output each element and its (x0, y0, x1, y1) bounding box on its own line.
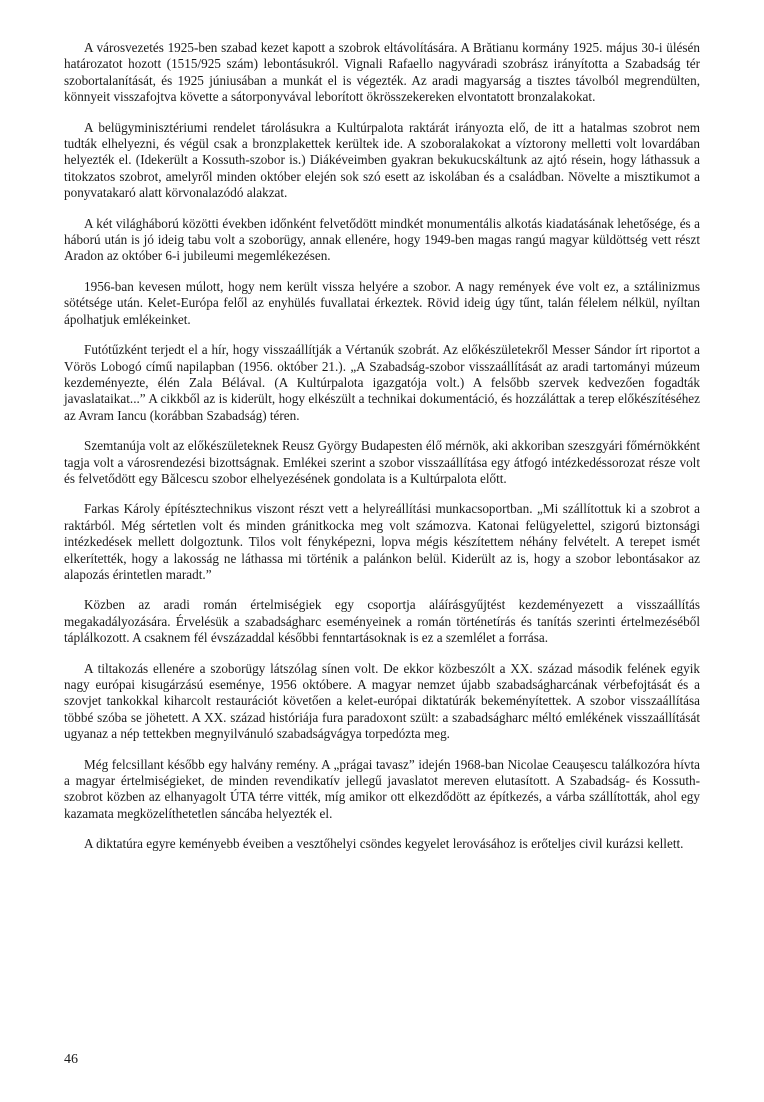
paragraph-3: A két világháború közötti években időnként felvetődött mindkét monumentális alkotás kiadatásának lehetősége, és a háború után is jó ideig tabu volt a szoborügy, annak ellenére, hogy 1949-ben magas rangú magyar küldöttség vett részt Aradon az október 6-i jubileumi megemlékezésen. (64, 215, 700, 264)
paragraph-11: A diktatúra egyre keményebb éveiben a vesztőhelyi csöndes kegyelet lerovásához is erőteljes civil kurázsi kellett. (84, 836, 684, 852)
paragraph-9: A tiltakozás ellenére a szoborügy látszólag sínen volt. De ekkor közbeszólt a XX. század második felének egyik nagy európai kisugárzású eseménye, 1956 októbere. A magyar nemzet újabb szabadságharcának vérbefojtását és a szovjet tankokkal kiharcolt restaurációt követően a kelet-európai diktatúrák bekeményítettek. A szobor visszaállítása többé szóba se jöhetett. A XX. század históriája fura paradoxont szült: a szabadságharc méltó emlékének visszaállítását ugyanaz a nép tettekben megnyilvánuló szabadságvágya torpedózta meg. (64, 660, 700, 742)
paragraph-7: Farkas Károly építésztechnikus viszont részt vett a helyreállítási munkacsoportban. „Mi szállítottuk ki a szobrot a raktárból. Még sértetlen volt és minden gránitkocka meg volt számozva. Katonai felügyelettel, szigorú biztonsági intézkedések mellett dolgoztunk. Tilos volt fényképezni, lopva mégis készítettem néhány felvételt. A terepet ismét elkerítették, hogy a lakosság ne láthassa mi történik a palánkon belül. Kiderült az is, hogy a szobor lebontásakor az alapozás érintetlen maradt.” (64, 501, 700, 582)
page-number: 46 (64, 1052, 78, 1067)
paragraph-1: A városvezetés 1925-ben szabad kezet kapott a szobrok eltávolítására. A Brătianu kormány 1925. május 30-i ülésén határozatot hozott (1515/925 szám) lebontásukról. Vignali Rafaello nagyváradi szobrász irányította a Szabadság tér szobortalanítását, és 1925 júniusában a munkát el is végezték. Az aradi magyarság a tisztes távolból megrendülten, könnyeit visszafojtva követte a sátorponyvával leborított ökrösszekereken elvontatott bronzalakokat. (64, 40, 700, 105)
paragraph-8: Közben az aradi román értelmiségiek egy csoportja aláírásgyűjtést kezdeményezett a visszaállítás megakadályozására. Érvelésük a szabadságharc eseményeinek a román történetírás és tanítás szerinti értelmezéséből táplálkozott. A csaknem fél évszázaddal későbbi fenntartásoknak is ez a szemlélet a forrása. (64, 597, 700, 646)
body-text (64, 40, 700, 867)
paragraph-10: Még felcsillant később egy halvány remény. A „prágai tavasz” idején 1968-ban Nicolae Ceaușescu találkozóra hívta a magyar értelmiségieket, de minden revendikatív jellegű javaslatot mereven elutasított. A Szabadság- és Kossuth-szobrot közben az elhanyagolt ÚTA térre vitték, míg amikor ott elkezdődött az építkezés, a várba szállították, ahol egy kazamata megközelíthetetlen sáncába helyezték el. (64, 756, 700, 821)
paragraph-6: Szemtanúja volt az előkészületeknek Reusz György Budapesten élő mérnök, aki akkoriban szeszgyári főmérnökként tagja volt a városrendezési bizottságnak. Emlékei szerint a szobor visszaállítása egy átfogó intézkedéssorozat része volt és felvetődött egy Bălcescu szobor elhelyezésének gondolata is a Kultúrpalota előtt. (64, 438, 700, 486)
paragraph-2: A belügyminisztériumi rendelet tárolásukra a Kultúrpalota raktárát irányozta elő, de itt a hatalmas szobrot nem tudták elhelyezni, és végül csak a bronzplakettek kerültek ide. A szoboralakokat a víztorony melletti volt lovardában helyezték el. (Idekerült a Kossuth-szobor is.) Diákéveimben gyakran bekukucskáltunk az ajtó résein, hogy láthassuk a titokzatos szobrot, amelyről minden október elején sok szó esett az iskolában és a családban. Növelte a misztikumot a ponyvatakaró alatt körvonalazódó alakzat. (64, 119, 700, 201)
paragraph-4: 1956-ban kevesen múlott, hogy nem került vissza helyére a szobor. A nagy remények éve volt ez, a sztálinizmus sötétsége után. Kelet-Európa felől az enyhülés fuvallatai érkeztek. Rövid ideig úgy tűnt, talán félelem nélkül, nyíltan ápolhatjuk emlékeinket. (64, 278, 700, 327)
paragraph-5: Futótűzként terjedt el a hír, hogy visszaállítják a Vértanúk szobrát. Az előkészületekről Messer Sándor írt riportot a Vörös Lobogó című napilapban (1956. október 21.). „A Szabadság-szobor visszaállítását az aradi tartományi múzeum kezdeményezte, élén Zala Bélával. (A Kultúrpalota igazgatója volt.) A felsőbb szervek kedvezően fogadták javaslataikat...” A cikkből az is kiderült, hogy elkészült a technikai dokumentáció, és hozzáláttak a terep előkészítéséhez az Avram Iancu (korábban Szabadság) téren. (64, 342, 700, 423)
